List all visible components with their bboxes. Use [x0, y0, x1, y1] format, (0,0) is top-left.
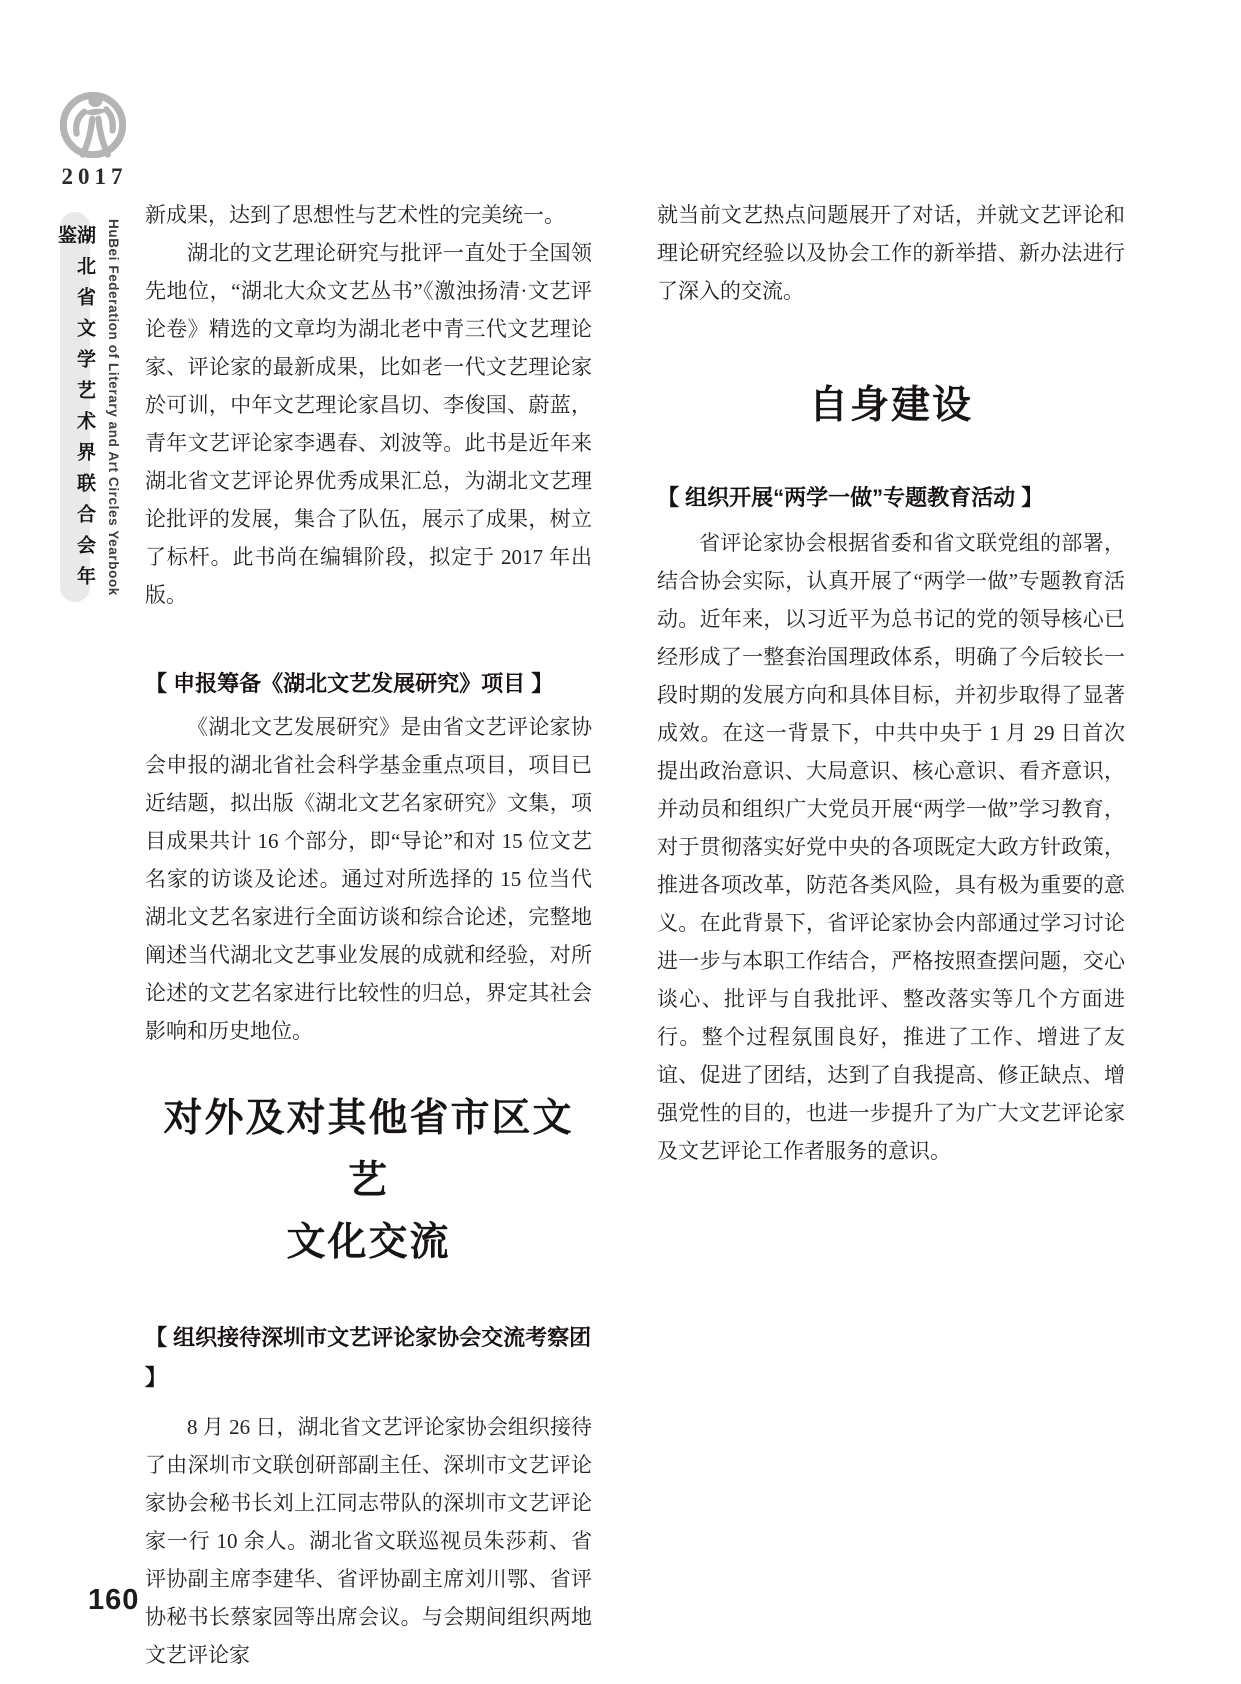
sidebar-title-pill: [55, 212, 95, 602]
paragraph-theory-review: 湖北的文艺理论研究与批评一直处于全国领先地位，“湖北大众文艺丛书”《激浊扬清·文艺评论卷》精选的文章均为湖北老中青三代文艺理论家、评论家的最新成果，比如老一代文艺理论家於可训，中年文艺理论家昌切、李俊国、蔚蓝，青年文艺评论家李遇春、刘波等。此书是近年来湖北省文艺评论界优秀成果汇总，为湖北文艺理论批评的发展，集合了队伍，展示了成果，树立了标杆。此书尚在编辑阶段，拟定于 2017 年出版。: [145, 241, 592, 607]
logo-year: 2017: [61, 164, 128, 189]
chapter-heading-exchange-line1: 对外及对其他省市区文艺: [163, 1097, 574, 1202]
entry-heading-education-activity: 【 组织开展“两学一做”专题教育活动 】: [657, 485, 1044, 510]
left-column: [145, 196, 592, 1674]
federation-logo-icon: [54, 84, 132, 166]
paragraph-continuation: 新成果，达到了思想性与艺术性的完美统一。: [145, 203, 565, 227]
entry-heading-project: 【 申报筹备《湖北文艺发展研究》项目 】: [145, 671, 554, 696]
page-number: 160: [88, 1584, 140, 1616]
paragraph-education-activity: 省评论家协会根据省委和省文联党组的部署，结合协会实际，认真开展了“两学一做”专题教育活动。近年来，以习近平为总书记的党的领导核心已经形成了一整套治国理政体系，明确了今后较长一段时期的发展方向和具体目标，并初步取得了显著成效。在这一背景下，中共中央于 1 月 29 日首次提出政治意识、大局意识、核心意识、看齐意识，并动员和组织广大党员开展“两学一做”学习教育，对于贯彻落实好党中央的各项既定大政方针政策，推进各项改革，防范各类风险，具有极为重要的意义。在此背景下，省评论家协会内部通过学习讨论进一步与本职工作结合，严格按照查摆问题，交心谈心、批评与自我批评、整改落实等几个方面进行。整个过程氛围良好，推进了工作、增进了友谊、促进了团结，达到了自我提高、修正缺点、增强党性的目的，也进一步提升了为广大文艺评论家及文艺评论工作者服务的意识。: [657, 531, 1125, 1163]
chapter-heading-exchange: [145, 1088, 592, 1274]
paragraph-shenzhen-delegation: 8 月 26 日，湖北省文艺评论家协会组织接待了由深圳市文联创研部副主任、深圳市文艺评论家协会秘书长刘上江同志带队的深圳市文艺评论家一行 10 余人。湖北省文联巡视员朱莎莉、省评协副主席李建华、省评协副主席刘川鄂、省评协秘书长蔡家园等出席会议。与会期间组织两地文艺评论家: [145, 1415, 592, 1667]
sidebar-title-cn: 湖北省文学艺术界联合会年鉴: [55, 225, 95, 597]
chapter-heading-self-building: 自身建设: [808, 384, 973, 427]
sidebar-title-en: HuBei Federation of Literary and Art Circles Yearbook: [106, 219, 121, 596]
right-column: [657, 196, 1125, 1170]
paragraph-continuation-right: 就当前文艺热点问题展开了对话，并就文艺评论和理论研究经验以及协会工作的新举措、新办法进行了深入的交流。: [657, 203, 1125, 303]
paragraph-project: 《湖北文艺发展研究》是由省文艺评论家协会申报的湖北省社会科学基金重点项目，项目已近结题，拟出版《湖北文艺名家研究》文集，项目成果共计 16 个部分，即“导论”和对 15 位文艺名家的访谈及论述。通过对所选择的 15 位当代湖北文艺名家进行全面访谈和综合论述，完整地阐述当代湖北文艺事业发展的成就和经验，对所论述的文艺名家进行比较性的归总，界定其社会影响和历史地位。: [145, 715, 592, 1043]
entry-heading-shenzhen-delegation: 【 组织接待深圳市文艺评论家协会交流考察团 】: [145, 1325, 592, 1390]
chapter-heading-exchange-line2: 文化交流: [286, 1221, 451, 1264]
